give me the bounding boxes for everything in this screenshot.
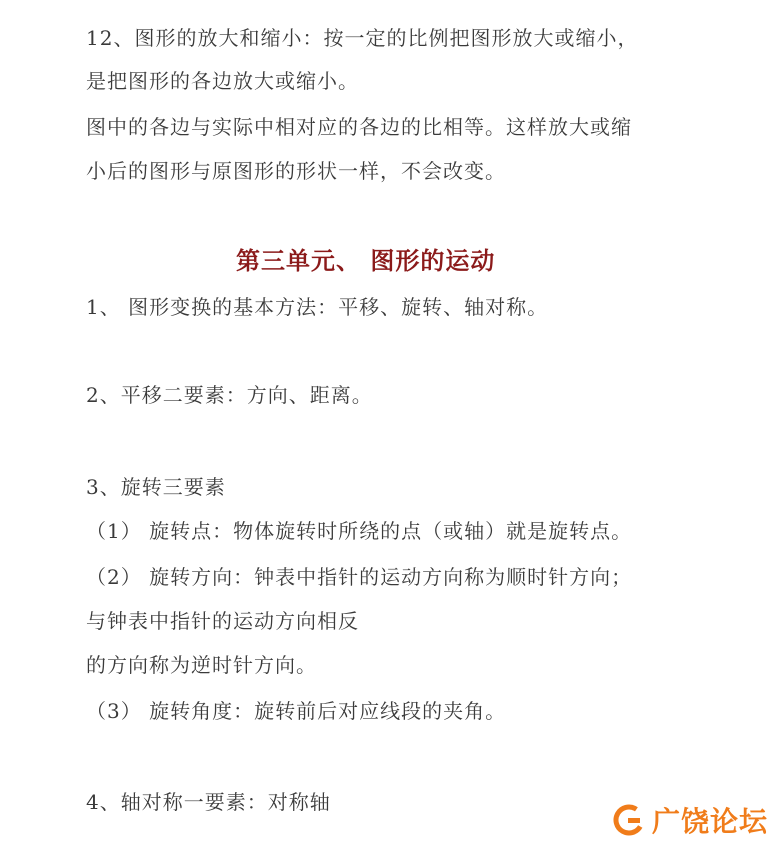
section12-line4: 小后的图形与原图形的形状一样，不会改变。: [86, 159, 506, 183]
watermark: [612, 800, 768, 840]
section12-line1: 12、图形的放大和缩小：按一定的比例把图形放大或缩小，: [86, 26, 639, 50]
g-logo-icon: [612, 803, 646, 837]
item3-sub3: （3） 旋转角度：旋转前后对应线段的夹角。: [86, 699, 507, 723]
item3-sub2-line2: 与钟表中指针的运动方向相反: [86, 609, 359, 633]
section12-line3: 图中的各边与实际中相对应的各边的比相等。这样放大或缩: [86, 115, 632, 139]
section12-line2: 是把图形的各边放大或缩小。: [86, 69, 359, 93]
unit-title: 第三单元、 图形的运动: [236, 246, 496, 275]
item1: 1、 图形变换的基本方法：平移、旋转、轴对称。: [86, 295, 549, 319]
item3-sub1: （1） 旋转点：物体旋转时所绕的点（或轴）就是旋转点。: [86, 519, 633, 543]
item3: 3、旋转三要素: [86, 475, 226, 499]
watermark-text: 广饶论坛: [652, 805, 769, 838]
item4: 4、轴对称一要素：对称轴: [86, 790, 331, 814]
item3-sub2-line3: 的方向称为逆时针方向。: [86, 653, 317, 677]
item3-sub2-line1: （2） 旋转方向：钟表中指针的运动方向称为顺时针方向；: [86, 565, 633, 589]
item2: 2、平移二要素：方向、距离。: [86, 383, 373, 407]
